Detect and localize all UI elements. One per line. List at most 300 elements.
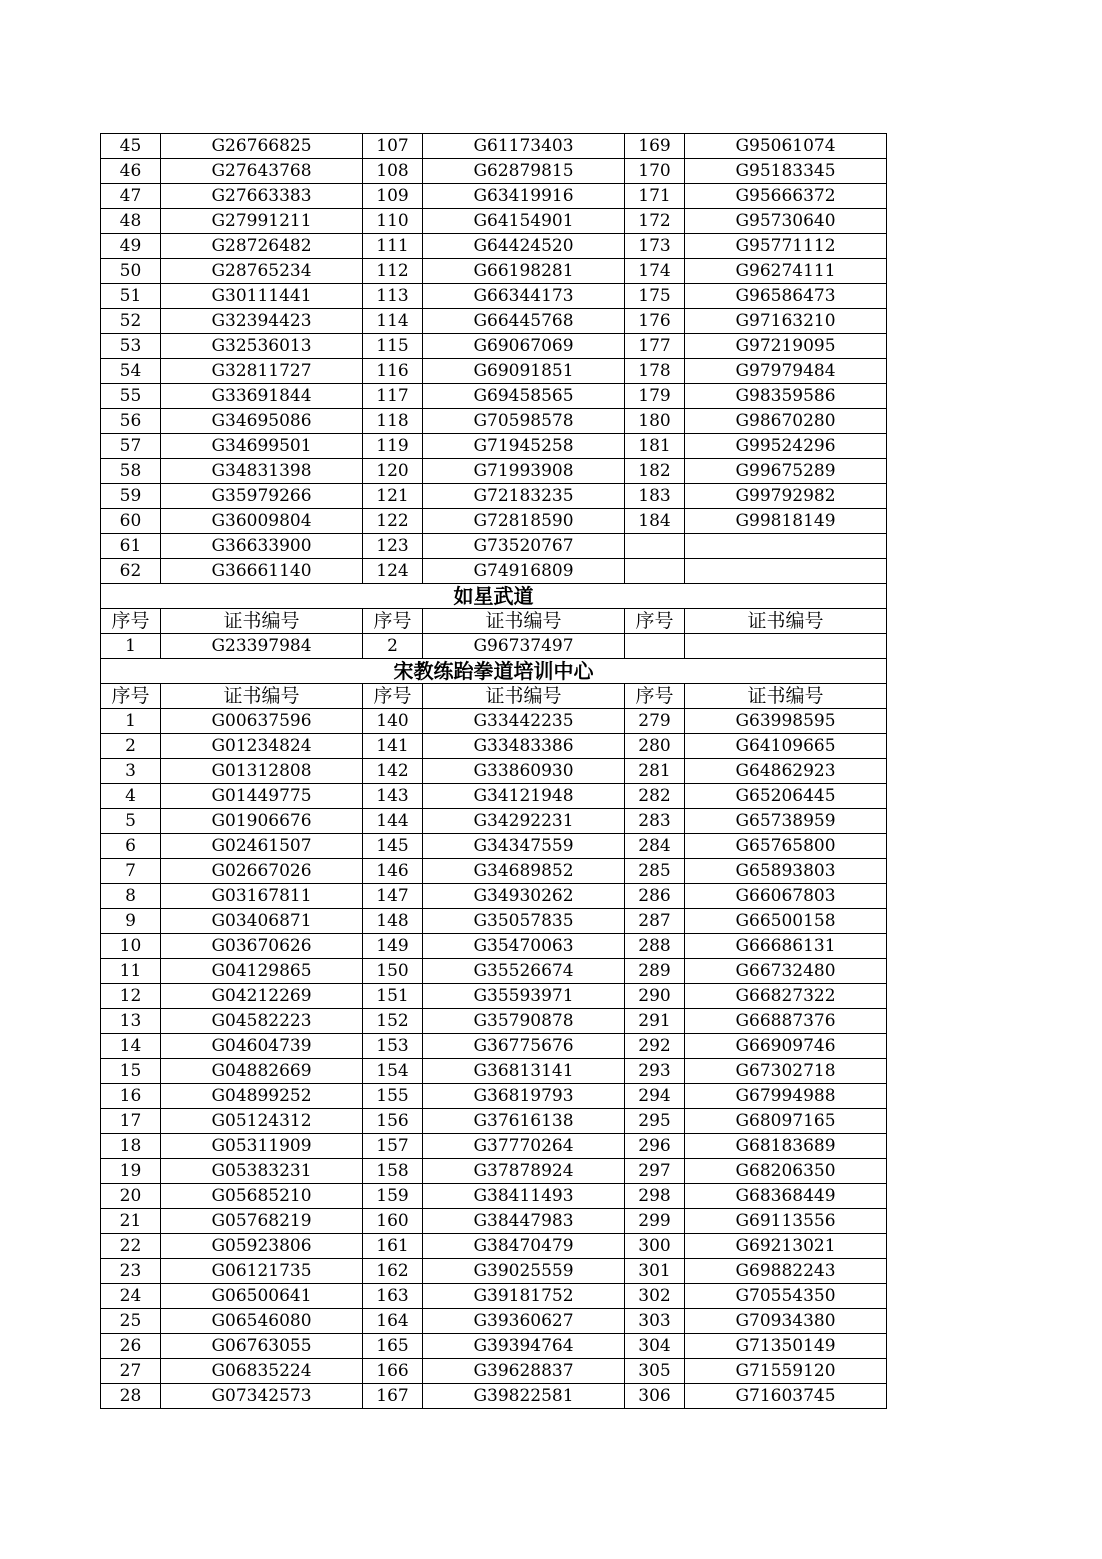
- column-header-index: 序号: [101, 609, 161, 634]
- index-cell: 20: [101, 1184, 161, 1209]
- certificate-cell: G38447983: [423, 1209, 625, 1234]
- certificate-cell: G04604739: [161, 1034, 363, 1059]
- index-cell: 292: [625, 1034, 685, 1059]
- index-cell: 12: [101, 984, 161, 1009]
- table-row: [101, 984, 887, 1009]
- index-cell: 306: [625, 1384, 685, 1409]
- certificate-cell: G34695086: [161, 409, 363, 434]
- index-cell: 10: [101, 934, 161, 959]
- certificate-cell: G07342573: [161, 1384, 363, 1409]
- index-cell: 280: [625, 734, 685, 759]
- column-header-index: 序号: [101, 684, 161, 709]
- certificate-cell: G36775676: [423, 1034, 625, 1059]
- certificate-cell: G06546080: [161, 1309, 363, 1334]
- certificate-cell: G97979484: [685, 359, 887, 384]
- certificate-cell: G36661140: [161, 559, 363, 584]
- certificate-cell: G96586473: [685, 284, 887, 309]
- certificate-cell: G96274111: [685, 259, 887, 284]
- index-cell: 147: [363, 884, 423, 909]
- certificate-cell: G35979266: [161, 484, 363, 509]
- certificate-cell: G98670280: [685, 409, 887, 434]
- index-cell: 28: [101, 1384, 161, 1409]
- certificate-cell: G71603745: [685, 1384, 887, 1409]
- certificate-cell: G64424520: [423, 234, 625, 259]
- index-cell: 114: [363, 309, 423, 334]
- index-cell: 282: [625, 784, 685, 809]
- certificate-cell: G95183345: [685, 159, 887, 184]
- table-row: [101, 134, 887, 159]
- index-cell: 119: [363, 434, 423, 459]
- index-cell: 176: [625, 309, 685, 334]
- index-cell: 182: [625, 459, 685, 484]
- table-row: [101, 359, 887, 384]
- table-row: [101, 1334, 887, 1359]
- table-row: [101, 734, 887, 759]
- certificate-cell: G05923806: [161, 1234, 363, 1259]
- index-cell: 287: [625, 909, 685, 934]
- certificate-cell: G99524296: [685, 434, 887, 459]
- certificate-cell: G34699501: [161, 434, 363, 459]
- table-row: [101, 1359, 887, 1384]
- certificate-cell: G34347559: [423, 834, 625, 859]
- index-cell: 19: [101, 1159, 161, 1184]
- index-cell: 163: [363, 1284, 423, 1309]
- certificate-cell: G97219095: [685, 334, 887, 359]
- index-cell: 140: [363, 709, 423, 734]
- column-header-cert: 证书编号: [423, 684, 625, 709]
- index-cell: 116: [363, 359, 423, 384]
- index-cell: 162: [363, 1259, 423, 1284]
- certificate-cell: G68183689: [685, 1134, 887, 1159]
- certificate-cell: G33442235: [423, 709, 625, 734]
- certificate-cell: G33860930: [423, 759, 625, 784]
- table-row: [101, 409, 887, 434]
- index-cell: 21: [101, 1209, 161, 1234]
- index-cell: 1: [101, 634, 161, 659]
- table-row: [101, 259, 887, 284]
- index-cell: 284: [625, 834, 685, 859]
- index-cell: 47: [101, 184, 161, 209]
- certificate-cell: G35057835: [423, 909, 625, 934]
- index-cell: 113: [363, 284, 423, 309]
- index-cell: 6: [101, 834, 161, 859]
- certificate-cell: G64109665: [685, 734, 887, 759]
- table-row: [101, 634, 887, 659]
- certificate-cell: G38470479: [423, 1234, 625, 1259]
- index-cell: 2: [363, 634, 423, 659]
- table-row: [101, 1084, 887, 1109]
- certificate-cell: G66887376: [685, 1009, 887, 1034]
- index-cell: 59: [101, 484, 161, 509]
- index-cell: 50: [101, 259, 161, 284]
- index-cell: 158: [363, 1159, 423, 1184]
- certificate-cell: G37770264: [423, 1134, 625, 1159]
- index-cell: 184: [625, 509, 685, 534]
- index-cell: 289: [625, 959, 685, 984]
- certificate-cell: G33691844: [161, 384, 363, 409]
- index-cell: 11: [101, 959, 161, 984]
- index-cell: 294: [625, 1084, 685, 1109]
- index-cell: 153: [363, 1034, 423, 1059]
- index-cell: 9: [101, 909, 161, 934]
- index-cell: 288: [625, 934, 685, 959]
- index-cell: 3: [101, 759, 161, 784]
- index-cell: 300: [625, 1234, 685, 1259]
- index-cell: 111: [363, 234, 423, 259]
- certificate-cell: G66909746: [685, 1034, 887, 1059]
- index-cell: 159: [363, 1184, 423, 1209]
- index-cell: 17: [101, 1109, 161, 1134]
- index-cell: 57: [101, 434, 161, 459]
- certificate-cell: G61173403: [423, 134, 625, 159]
- index-cell: 297: [625, 1159, 685, 1184]
- index-cell: 298: [625, 1184, 685, 1209]
- index-cell: 180: [625, 409, 685, 434]
- certificate-cell: G69091851: [423, 359, 625, 384]
- certificate-cell: G66686131: [685, 934, 887, 959]
- table-row: [101, 234, 887, 259]
- index-cell: 53: [101, 334, 161, 359]
- certificate-cell: G37616138: [423, 1109, 625, 1134]
- table-row: [101, 434, 887, 459]
- certificate-cell: G69458565: [423, 384, 625, 409]
- table-row: [101, 1209, 887, 1234]
- table-row: [101, 1184, 887, 1209]
- column-header-index: 序号: [363, 609, 423, 634]
- certificate-cell: G99675289: [685, 459, 887, 484]
- table-row: [101, 509, 887, 534]
- index-cell: 178: [625, 359, 685, 384]
- certificate-cell: G34689852: [423, 859, 625, 884]
- certificate-cell: G36009804: [161, 509, 363, 534]
- certificate-cell: G66445768: [423, 309, 625, 334]
- index-cell: 27: [101, 1359, 161, 1384]
- certificate-cell: G05383231: [161, 1159, 363, 1184]
- index-cell: 56: [101, 409, 161, 434]
- index-cell: 279: [625, 709, 685, 734]
- certificate-cell: G27991211: [161, 209, 363, 234]
- certificate-cell: G23397984: [161, 634, 363, 659]
- certificate-cell: G36633900: [161, 534, 363, 559]
- certificate-cell: G74916809: [423, 559, 625, 584]
- table-row: [101, 209, 887, 234]
- index-cell: 49: [101, 234, 161, 259]
- index-cell: 118: [363, 409, 423, 434]
- certificate-cell: G39628837: [423, 1359, 625, 1384]
- index-cell: 61: [101, 534, 161, 559]
- certificate-cell: G35790878: [423, 1009, 625, 1034]
- certificate-cell: G99792982: [685, 484, 887, 509]
- column-header-index: 序号: [625, 684, 685, 709]
- index-cell: 285: [625, 859, 685, 884]
- index-cell: [625, 559, 685, 584]
- certificate-cell: G06500641: [161, 1284, 363, 1309]
- table-row: [101, 1109, 887, 1134]
- certificate-cell: G27663383: [161, 184, 363, 209]
- certificate-cell: G28765234: [161, 259, 363, 284]
- index-cell: [625, 634, 685, 659]
- table-row: [101, 1309, 887, 1334]
- index-cell: 296: [625, 1134, 685, 1159]
- index-cell: 62: [101, 559, 161, 584]
- certificate-cell: G06121735: [161, 1259, 363, 1284]
- index-cell: 15: [101, 1059, 161, 1084]
- index-cell: 13: [101, 1009, 161, 1034]
- certificate-cell: G96737497: [423, 634, 625, 659]
- index-cell: 145: [363, 834, 423, 859]
- certificate-cell: G01449775: [161, 784, 363, 809]
- index-cell: 157: [363, 1134, 423, 1159]
- table-row: [101, 1284, 887, 1309]
- certificate-cell: G35593971: [423, 984, 625, 1009]
- header-row: [101, 609, 887, 634]
- index-cell: 58: [101, 459, 161, 484]
- index-cell: 165: [363, 1334, 423, 1359]
- certificate-cell: G70934380: [685, 1309, 887, 1334]
- index-cell: 16: [101, 1084, 161, 1109]
- table-row: [101, 709, 887, 734]
- index-cell: 146: [363, 859, 423, 884]
- certificate-cell: G95666372: [685, 184, 887, 209]
- certificate-cell: G04582223: [161, 1009, 363, 1034]
- header-row: [101, 684, 887, 709]
- table-row: [101, 784, 887, 809]
- index-cell: 24: [101, 1284, 161, 1309]
- table-row: [101, 1134, 887, 1159]
- index-cell: 14: [101, 1034, 161, 1059]
- certificate-cell: G67302718: [685, 1059, 887, 1084]
- index-cell: 110: [363, 209, 423, 234]
- certificate-cell: G98359586: [685, 384, 887, 409]
- index-cell: 46: [101, 159, 161, 184]
- index-cell: 295: [625, 1109, 685, 1134]
- certificate-cell: G26766825: [161, 134, 363, 159]
- index-cell: 45: [101, 134, 161, 159]
- index-cell: 1: [101, 709, 161, 734]
- column-header-cert: 证书编号: [423, 609, 625, 634]
- index-cell: 172: [625, 209, 685, 234]
- certificate-cell: G73520767: [423, 534, 625, 559]
- index-cell: 161: [363, 1234, 423, 1259]
- index-cell: 155: [363, 1084, 423, 1109]
- certificate-cell: G34121948: [423, 784, 625, 809]
- certificate-cell: G64154901: [423, 209, 625, 234]
- section-title: 宋教练跆拳道培训中心: [101, 659, 887, 684]
- certificate-cell: G68368449: [685, 1184, 887, 1209]
- certificate-cell: G70598578: [423, 409, 625, 434]
- index-cell: 120: [363, 459, 423, 484]
- certificate-cell: G03167811: [161, 884, 363, 909]
- table-row: [101, 809, 887, 834]
- table-row: [101, 1034, 887, 1059]
- certificate-cell: G02667026: [161, 859, 363, 884]
- table-row: [101, 859, 887, 884]
- table-row: [101, 184, 887, 209]
- certificate-cell: G69213021: [685, 1234, 887, 1259]
- table-row: [101, 959, 887, 984]
- index-cell: 179: [625, 384, 685, 409]
- index-cell: 4: [101, 784, 161, 809]
- certificate-cell: G03670626: [161, 934, 363, 959]
- certificate-cell: G95061074: [685, 134, 887, 159]
- certificate-cell: G66067803: [685, 884, 887, 909]
- index-cell: 175: [625, 284, 685, 309]
- certificate-cell: G71945258: [423, 434, 625, 459]
- index-cell: 117: [363, 384, 423, 409]
- certificate-cell: G01906676: [161, 809, 363, 834]
- index-cell: 142: [363, 759, 423, 784]
- certificate-cell: G72818590: [423, 509, 625, 534]
- certificate-cell: G65893803: [685, 859, 887, 884]
- index-cell: 7: [101, 859, 161, 884]
- index-cell: 107: [363, 134, 423, 159]
- table-row: [101, 834, 887, 859]
- index-cell: 291: [625, 1009, 685, 1034]
- certificate-cell: G34831398: [161, 459, 363, 484]
- table-row: [101, 934, 887, 959]
- index-cell: 122: [363, 509, 423, 534]
- certificate-cell: G65765800: [685, 834, 887, 859]
- column-header-cert: 证书编号: [685, 609, 887, 634]
- certificate-cell: G33483386: [423, 734, 625, 759]
- certificate-cell: G39394764: [423, 1334, 625, 1359]
- index-cell: 2: [101, 734, 161, 759]
- index-cell: 181: [625, 434, 685, 459]
- index-cell: [625, 534, 685, 559]
- index-cell: 109: [363, 184, 423, 209]
- index-cell: 143: [363, 784, 423, 809]
- certificate-cell: G05124312: [161, 1109, 363, 1134]
- certificate-cell: G04882669: [161, 1059, 363, 1084]
- certificate-cell: G99818149: [685, 509, 887, 534]
- certificate-cell: G05768219: [161, 1209, 363, 1234]
- index-cell: 183: [625, 484, 685, 509]
- certificate-cell: G69113556: [685, 1209, 887, 1234]
- index-cell: 154: [363, 1059, 423, 1084]
- index-cell: 144: [363, 809, 423, 834]
- index-cell: 151: [363, 984, 423, 1009]
- index-cell: 22: [101, 1234, 161, 1259]
- table-row: [101, 1259, 887, 1284]
- index-cell: 148: [363, 909, 423, 934]
- certificate-cell: G32811727: [161, 359, 363, 384]
- certificate-cell: G34930262: [423, 884, 625, 909]
- certificate-cell: G70554350: [685, 1284, 887, 1309]
- column-header-cert: 证书编号: [161, 609, 363, 634]
- index-cell: 166: [363, 1359, 423, 1384]
- index-cell: 283: [625, 809, 685, 834]
- certificate-cell: G01234824: [161, 734, 363, 759]
- table-row: [101, 384, 887, 409]
- index-cell: 115: [363, 334, 423, 359]
- index-cell: 51: [101, 284, 161, 309]
- table-row: [101, 1234, 887, 1259]
- column-header-cert: 证书编号: [685, 684, 887, 709]
- certificate-cell: G37878924: [423, 1159, 625, 1184]
- certificate-cell: G39360627: [423, 1309, 625, 1334]
- certificate-cell: G69882243: [685, 1259, 887, 1284]
- certificate-cell: G32536013: [161, 334, 363, 359]
- index-cell: 304: [625, 1334, 685, 1359]
- certificate-cell: G63419916: [423, 184, 625, 209]
- certificate-cell: G66344173: [423, 284, 625, 309]
- certificate-cell: G35470063: [423, 934, 625, 959]
- column-header-index: 序号: [363, 684, 423, 709]
- index-cell: 290: [625, 984, 685, 1009]
- index-cell: 149: [363, 934, 423, 959]
- certificate-cell: G95730640: [685, 209, 887, 234]
- index-cell: 301: [625, 1259, 685, 1284]
- table-row: [101, 1384, 887, 1409]
- certificate-cell: G02461507: [161, 834, 363, 859]
- table-row: [101, 284, 887, 309]
- index-cell: 108: [363, 159, 423, 184]
- certificate-cell: G38411493: [423, 1184, 625, 1209]
- section-title-row: [101, 584, 887, 609]
- certificate-cell: G32394423: [161, 309, 363, 334]
- index-cell: 177: [625, 334, 685, 359]
- certificate-cell: G28726482: [161, 234, 363, 259]
- certificate-cell: G06763055: [161, 1334, 363, 1359]
- index-cell: 152: [363, 1009, 423, 1034]
- certificate-table: [100, 133, 887, 1409]
- table-row: [101, 759, 887, 784]
- certificate-cell: G66198281: [423, 259, 625, 284]
- index-cell: 5: [101, 809, 161, 834]
- certificate-cell: G39025559: [423, 1259, 625, 1284]
- index-cell: 26: [101, 1334, 161, 1359]
- index-cell: 123: [363, 534, 423, 559]
- certificate-cell: G66732480: [685, 959, 887, 984]
- index-cell: 48: [101, 209, 161, 234]
- certificate-cell: G39181752: [423, 1284, 625, 1309]
- index-cell: 164: [363, 1309, 423, 1334]
- certificate-cell: G30111441: [161, 284, 363, 309]
- certificate-cell: G04212269: [161, 984, 363, 1009]
- index-cell: 171: [625, 184, 685, 209]
- table-row: [101, 459, 887, 484]
- index-cell: 8: [101, 884, 161, 909]
- index-cell: 293: [625, 1059, 685, 1084]
- certificate-cell: G62879815: [423, 159, 625, 184]
- table-row: [101, 909, 887, 934]
- column-header-cert: 证书编号: [161, 684, 363, 709]
- certificate-cell: G36819793: [423, 1084, 625, 1109]
- certificate-cell: G35526674: [423, 959, 625, 984]
- index-cell: 303: [625, 1309, 685, 1334]
- certificate-cell: G64862923: [685, 759, 887, 784]
- table-row: [101, 534, 887, 559]
- table-row: [101, 159, 887, 184]
- certificate-cell: G06835224: [161, 1359, 363, 1384]
- certificate-cell: G27643768: [161, 159, 363, 184]
- certificate-cell: G71350149: [685, 1334, 887, 1359]
- certificate-cell: G71993908: [423, 459, 625, 484]
- column-header-index: 序号: [625, 609, 685, 634]
- index-cell: 302: [625, 1284, 685, 1309]
- table-row: [101, 1159, 887, 1184]
- index-cell: 167: [363, 1384, 423, 1409]
- index-cell: 299: [625, 1209, 685, 1234]
- certificate-cell: G04899252: [161, 1084, 363, 1109]
- index-cell: 160: [363, 1209, 423, 1234]
- certificate-cell: G65206445: [685, 784, 887, 809]
- certificate-cell: G05685210: [161, 1184, 363, 1209]
- index-cell: 52: [101, 309, 161, 334]
- index-cell: 18: [101, 1134, 161, 1159]
- index-cell: 25: [101, 1309, 161, 1334]
- index-cell: 174: [625, 259, 685, 284]
